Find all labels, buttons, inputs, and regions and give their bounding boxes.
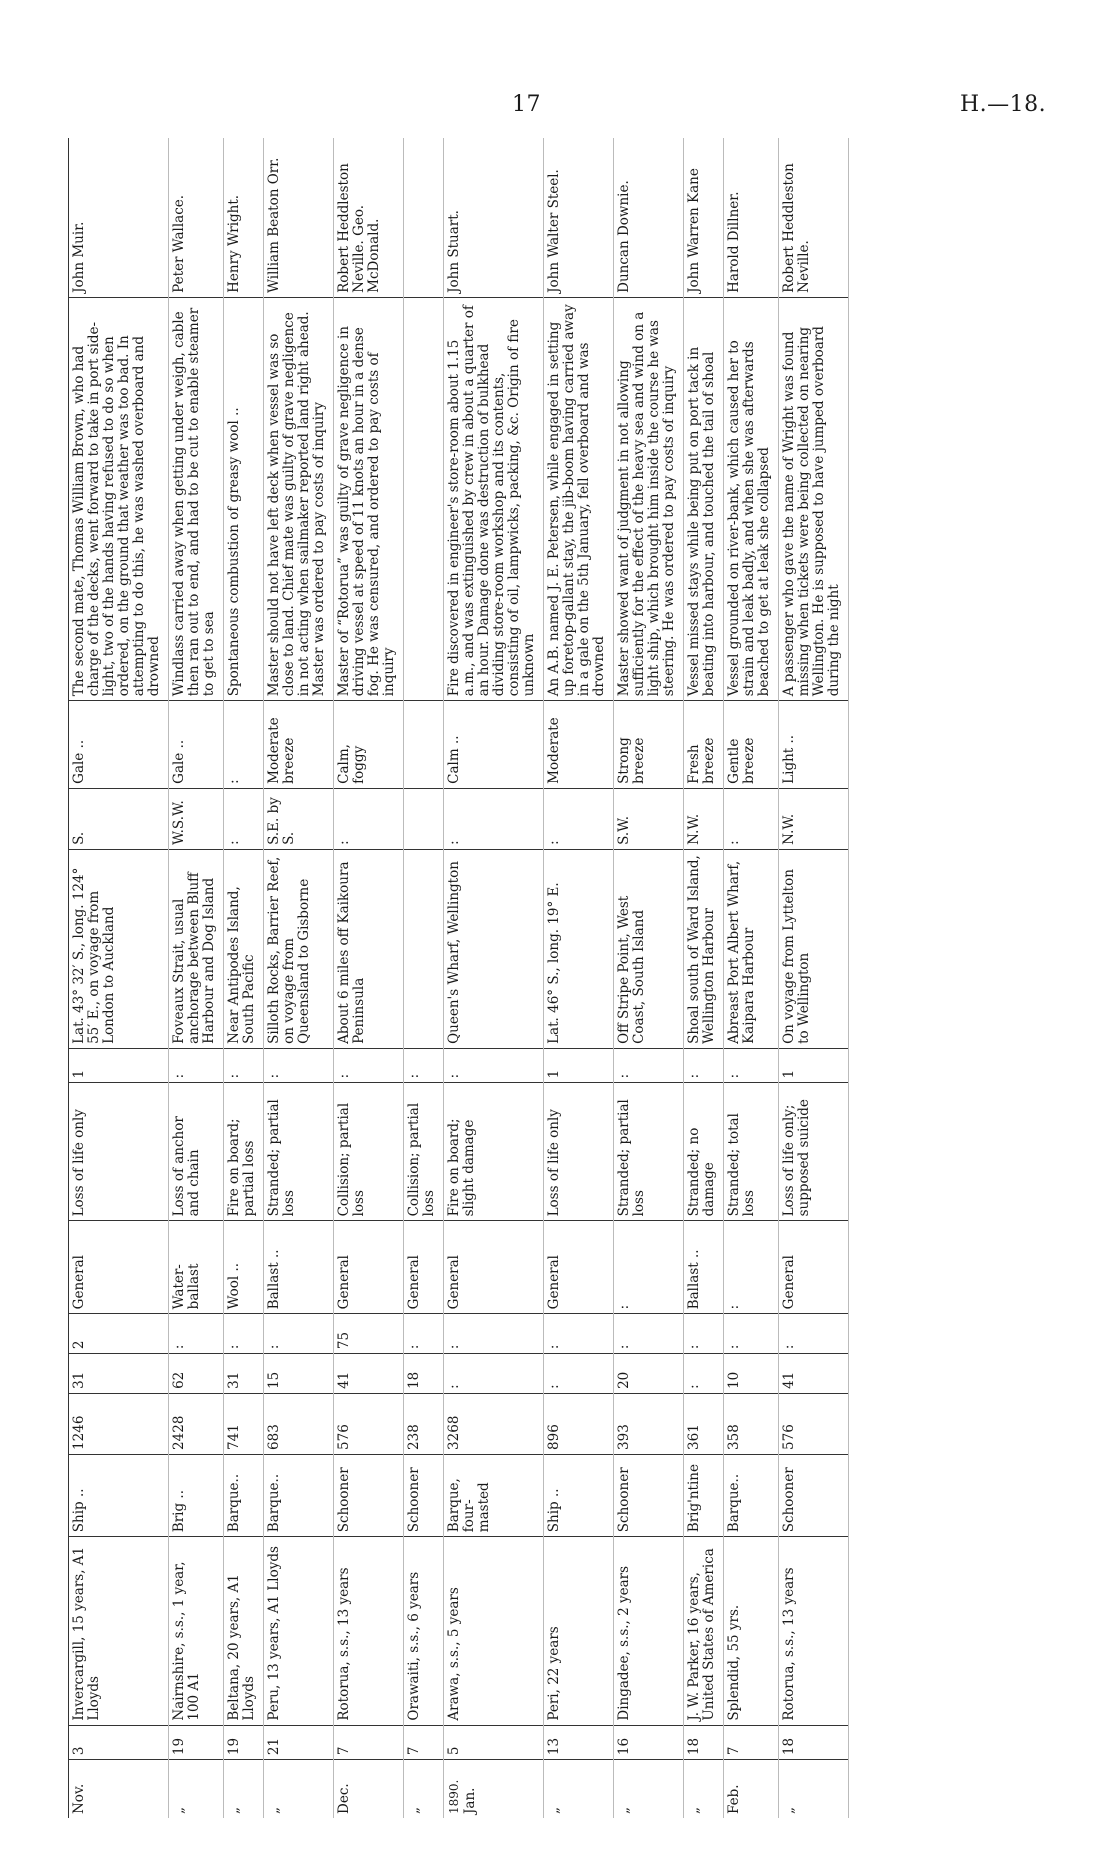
passengers-cell: 75 <box>334 1314 404 1354</box>
officer-cell: Peter Wallace. <box>169 138 224 297</box>
court-finding-cell: Fire discovered in engineer's store-room about 1.15 a.m., and was extinguished by crew in about a quarter of an hour. Damage done was destruction of bulkhead dividing store-room workshop and its contents, consisting of oil, lampwicks, packing, &c. Origin of fire unknown <box>444 297 544 700</box>
table-row <box>614 138 684 1818</box>
vessel-cell: Arawa, s.s., 5 years <box>444 1537 544 1725</box>
lives-lost-cell: : <box>224 1048 264 1083</box>
table-row <box>264 138 334 1818</box>
lives-lost-cell: : <box>724 1048 779 1083</box>
wind-force-cell: Gale .. <box>69 701 169 789</box>
month-cell <box>444 1760 544 1818</box>
rig-cell: Barque.. <box>724 1454 779 1536</box>
tonnage-cell: 393 <box>614 1393 684 1454</box>
month-cell: „ <box>169 1760 224 1818</box>
rig-cell: Schooner <box>404 1454 444 1536</box>
place-cell: Silloth Rocks, Barrier Reef, on voyage from Queensland to Gisborne <box>264 849 334 1048</box>
lives-lost-cell: : <box>169 1048 224 1083</box>
court-finding-cell: Windlass carried away when getting under weigh, cable then ran out to end, and had to be cut to enable steamer to get to sea <box>169 297 224 700</box>
tonnage-cell: 358 <box>724 1393 779 1454</box>
cargo-cell: Wool .. <box>224 1221 264 1314</box>
month-label: Jan. <box>462 1787 478 1814</box>
officer-cell: John Walter Steel. <box>544 138 614 297</box>
month-cell: „ <box>684 1760 724 1818</box>
tonnage-cell: 238 <box>404 1393 444 1454</box>
month-cell: „ <box>224 1760 264 1818</box>
officer-cell: Duncan Downie. <box>614 138 684 297</box>
crew-cell: 10 <box>724 1354 779 1394</box>
wind-force-cell: Gale .. <box>169 701 224 789</box>
table-row <box>724 138 779 1818</box>
place-cell: On voyage from Lyttelton to Wellington <box>779 849 849 1048</box>
wind-force-cell: Moderate <box>544 701 614 789</box>
crew-cell: 41 <box>334 1354 404 1394</box>
place-cell: Near Antipodes Island, South Pacific <box>224 849 264 1048</box>
wind-direction-cell: S.E. by S. <box>264 788 334 849</box>
court-finding-cell: Vessel missed stays while being put on port tack in beating into harbour, and touched the tail of shoal <box>684 297 724 700</box>
cargo-cell: General <box>544 1221 614 1314</box>
passengers-cell: 2 <box>69 1314 169 1354</box>
month-cell: „ <box>544 1760 614 1818</box>
tonnage-cell: 3268 <box>444 1393 544 1454</box>
court-finding-cell: The second mate, Thomas William Brown, who had charge of the decks, went forward to take in port side-light, two of the hands having refused to do so when ordered, on the ground that weather was too bad. In attempting to do this, he was washed overboard and drowned <box>69 297 169 700</box>
passengers-cell: : <box>224 1314 264 1354</box>
wind-force-cell: Light .. <box>779 701 849 789</box>
place-cell: Shoal south of Ward Island, Wellington Harbour <box>684 849 724 1048</box>
tonnage-cell: 2428 <box>169 1393 224 1454</box>
month-cell: „ <box>404 1760 444 1818</box>
officer-cell: William Beaton Orr. <box>264 138 334 297</box>
day-cell: 7 <box>724 1725 779 1760</box>
day-cell: 16 <box>614 1725 684 1760</box>
cargo-cell: General <box>404 1221 444 1314</box>
rig-cell: Schooner <box>779 1454 849 1536</box>
day-cell: 19 <box>224 1725 264 1760</box>
day-cell: 7 <box>404 1725 444 1760</box>
casualty-ledger <box>68 138 998 1818</box>
table-row <box>169 138 224 1818</box>
rig-cell: Brig .. <box>169 1454 224 1536</box>
rig-cell: Barque, four-masted <box>444 1454 544 1536</box>
crew-cell: 41 <box>779 1354 849 1394</box>
tonnage-cell: 576 <box>779 1393 849 1454</box>
lives-lost-cell: : <box>614 1048 684 1083</box>
cargo-cell: Ballast .. <box>684 1221 724 1314</box>
casualty-nature-cell: Fire on board; slight damage <box>444 1083 544 1221</box>
casualty-nature-cell: Loss of life only <box>544 1083 614 1221</box>
wind-force-cell: Strong breeze <box>614 701 684 789</box>
table-row <box>69 138 169 1818</box>
rig-cell: Barque.. <box>224 1454 264 1536</box>
lives-lost-cell: : <box>264 1048 334 1083</box>
vessel-cell: Rotorua, s.s., 13 years <box>334 1537 404 1725</box>
tonnage-cell: 576 <box>334 1393 404 1454</box>
table-row <box>404 138 444 1818</box>
officer-cell: Robert Heddleston Neville. Geo. McDonald. <box>334 138 404 297</box>
wind-direction-cell: : <box>444 788 544 849</box>
vessel-cell: Nairnshire, s.s., 1 year, 100 A1 <box>169 1537 224 1725</box>
wind-force-cell <box>404 701 444 789</box>
lives-lost-cell: 1 <box>69 1048 169 1083</box>
place-cell: Off Stripe Point, West Coast, South Island <box>614 849 684 1048</box>
casualty-nature-cell: Collision; partial loss <box>404 1083 444 1221</box>
day-cell: 19 <box>169 1725 224 1760</box>
crew-cell: 18 <box>404 1354 444 1394</box>
month-cell: „ <box>614 1760 684 1818</box>
lives-lost-cell: : <box>404 1048 444 1083</box>
tonnage-cell: 683 <box>264 1393 334 1454</box>
table-row <box>544 138 614 1818</box>
casualty-nature-cell: Stranded; partial loss <box>614 1083 684 1221</box>
crew-cell: : <box>544 1354 614 1394</box>
month-cell: Nov. <box>69 1760 169 1818</box>
casualty-nature-cell: Stranded; total loss <box>724 1083 779 1221</box>
wind-force-cell: : <box>224 701 264 789</box>
tonnage-cell: 1246 <box>69 1393 169 1454</box>
page-number: 17 <box>512 92 541 117</box>
casualty-nature-cell: Loss of life only; supposed suicide <box>779 1083 849 1221</box>
rig-cell: Schooner <box>614 1454 684 1536</box>
month-cell: „ <box>779 1760 849 1818</box>
court-finding-cell: A passenger who gave the name of Wright was found missing when tickets were being collected on nearing Wellington. He is supposed to have jumped overboard during the night <box>779 297 849 700</box>
vessel-cell: Splendid, 55 yrs. <box>724 1537 779 1725</box>
vessel-cell: Rotorua, s.s., 13 years <box>779 1537 849 1725</box>
wind-force-cell: Calm .. <box>444 701 544 789</box>
place-cell: Lat. 46° S., long. 19° E. <box>544 849 614 1048</box>
wind-force-cell: Fresh breeze <box>684 701 724 789</box>
lives-lost-cell: 1 <box>779 1048 849 1083</box>
lives-lost-cell: : <box>334 1048 404 1083</box>
place-cell: Foveaux Strait, usual anchorage between Bluff Harbour and Dog Island <box>169 849 224 1048</box>
officer-cell: John Warren Kane <box>684 138 724 297</box>
court-finding-cell: Spontaneous combustion of greasy wool .. <box>224 297 264 700</box>
year-label: 1890. <box>447 1779 461 1814</box>
casualty-table <box>68 138 849 1818</box>
passengers-cell: : <box>614 1314 684 1354</box>
month-cell: Dec. <box>334 1760 404 1818</box>
crew-cell: : <box>444 1354 544 1394</box>
court-finding-cell: Master of “Rotorua” was guilty of grave negligence in driving vessel at speed of 11 knots an hour in a dense fog. He was censured, and ordered to pay costs of inquiry <box>334 297 404 700</box>
table-row <box>334 138 404 1818</box>
document-reference: H.—18. <box>960 92 1047 117</box>
vessel-cell: Orawaiti, s.s., 6 years <box>404 1537 444 1725</box>
month-cell: „ <box>264 1760 334 1818</box>
day-cell: 13 <box>544 1725 614 1760</box>
rig-cell: Schooner <box>334 1454 404 1536</box>
ledger-body <box>69 138 849 1818</box>
cargo-cell: : <box>724 1221 779 1314</box>
officer-cell: John Muir. <box>69 138 169 297</box>
officer-cell: Harold Dillner. <box>724 138 779 297</box>
vessel-cell: Dingadee, s.s., 2 years <box>614 1537 684 1725</box>
vessel-cell: Beltana, 20 years, A1 Lloyds <box>224 1537 264 1725</box>
table-row <box>224 138 264 1818</box>
crew-cell: 31 <box>69 1354 169 1394</box>
cargo-cell: General <box>69 1221 169 1314</box>
tonnage-cell: 361 <box>684 1393 724 1454</box>
passengers-cell: : <box>684 1314 724 1354</box>
wind-direction-cell: : <box>224 788 264 849</box>
passengers-cell: : <box>779 1314 849 1354</box>
place-cell: Queen's Wharf, Wellington <box>444 849 544 1048</box>
court-finding-cell: Master should not have left deck when vessel was so close to land. Chief mate was guilty of grave negligence in not acting when sailmaker reported land right ahead. Master was ordered to pay costs of inquiry <box>264 297 334 700</box>
rig-cell: Brig'ntine <box>684 1454 724 1536</box>
lives-lost-cell: : <box>684 1048 724 1083</box>
wind-direction-cell: : <box>724 788 779 849</box>
cargo-cell: Water-ballast <box>169 1221 224 1314</box>
month-cell: Feb. <box>724 1760 779 1818</box>
lives-lost-cell: : <box>444 1048 544 1083</box>
vessel-cell: Peri, 22 years <box>544 1537 614 1725</box>
wind-direction-cell: W.S.W. <box>169 788 224 849</box>
cargo-cell: Ballast .. <box>264 1221 334 1314</box>
cargo-cell: General <box>444 1221 544 1314</box>
wind-direction-cell: S.W. <box>614 788 684 849</box>
crew-cell: : <box>684 1354 724 1394</box>
crew-cell: 20 <box>614 1354 684 1394</box>
court-finding-cell: Vessel grounded on river-bank, which caused her to strain and leak badly, and when she was afterwards beached to get at leak she collapsed <box>724 297 779 700</box>
table-row <box>684 138 724 1818</box>
officer-cell: John Stuart. <box>444 138 544 297</box>
passengers-cell: : <box>404 1314 444 1354</box>
wind-direction-cell: S. <box>69 788 169 849</box>
cargo-cell: General <box>779 1221 849 1314</box>
passengers-cell: : <box>444 1314 544 1354</box>
officer-cell: Robert Heddleston Neville. <box>779 138 849 297</box>
vessel-cell: J. W. Parker, 16 years, United States of America <box>684 1537 724 1725</box>
officer-cell <box>404 138 444 297</box>
day-cell: 5 <box>444 1725 544 1760</box>
table-row <box>444 138 544 1818</box>
crew-cell: 15 <box>264 1354 334 1394</box>
passengers-cell: : <box>264 1314 334 1354</box>
crew-cell: 31 <box>224 1354 264 1394</box>
tonnage-cell: 896 <box>544 1393 614 1454</box>
court-finding-cell: An A.B. named J. E. Petersen, while engaged in setting up foretop-gallant stay, the jib-boom having carried away in a gale on the 5th January, fell overboard and was drowned <box>544 297 614 700</box>
casualty-nature-cell: Loss of anchor and chain <box>169 1083 224 1221</box>
wind-direction-cell <box>404 788 444 849</box>
day-cell: 3 <box>69 1725 169 1760</box>
place-cell: Lat. 43° 32′ S., long. 124° 55′ E., on voyage from London to Auckland <box>69 849 169 1048</box>
place-cell <box>404 849 444 1048</box>
casualty-nature-cell: Stranded; no damage <box>684 1083 724 1221</box>
lives-lost-cell: 1 <box>544 1048 614 1083</box>
tonnage-cell: 741 <box>224 1393 264 1454</box>
table-row <box>779 138 849 1818</box>
rig-cell: Ship .. <box>544 1454 614 1536</box>
passengers-cell: : <box>724 1314 779 1354</box>
wind-direction-cell: N.W. <box>779 788 849 849</box>
crew-cell: 62 <box>169 1354 224 1394</box>
court-finding-cell: Master showed want of judgment in not allowing sufficiently for the effect of the heavy sea and wind on a light ship, which brought him inside the course he was steering. He was ordered to pay costs of inquiry <box>614 297 684 700</box>
rig-cell: Barque.. <box>264 1454 334 1536</box>
wind-direction-cell: : <box>334 788 404 849</box>
wind-force-cell: Calm, foggy <box>334 701 404 789</box>
day-cell: 18 <box>779 1725 849 1760</box>
wind-force-cell: Moderate breeze <box>264 701 334 789</box>
casualty-nature-cell: Fire on board; partial loss <box>224 1083 264 1221</box>
vessel-cell: Peru, 13 years, A1 Lloyds <box>264 1537 334 1725</box>
rig-cell: Ship .. <box>69 1454 169 1536</box>
place-cell: About 6 miles off Kaikoura Peninsula <box>334 849 404 1048</box>
place-cell: Abreast Port Albert Wharf, Kaipara Harbour <box>724 849 779 1048</box>
cargo-cell: : <box>614 1221 684 1314</box>
wind-direction-cell: : <box>544 788 614 849</box>
wind-force-cell: Gentle breeze <box>724 701 779 789</box>
passengers-cell: : <box>544 1314 614 1354</box>
wind-direction-cell: N.W. <box>684 788 724 849</box>
passengers-cell: : <box>169 1314 224 1354</box>
casualty-nature-cell: Stranded; partial loss <box>264 1083 334 1221</box>
day-cell: 18 <box>684 1725 724 1760</box>
vessel-cell: Invercargill, 15 years, A1 Lloyds <box>69 1537 169 1725</box>
cargo-cell: General <box>334 1221 404 1314</box>
casualty-nature-cell: Collision; partial loss <box>334 1083 404 1221</box>
day-cell: 7 <box>334 1725 404 1760</box>
day-cell: 21 <box>264 1725 334 1760</box>
court-finding-cell <box>404 297 444 700</box>
casualty-nature-cell: Loss of life only <box>69 1083 169 1221</box>
officer-cell: Henry Wright. <box>224 138 264 297</box>
